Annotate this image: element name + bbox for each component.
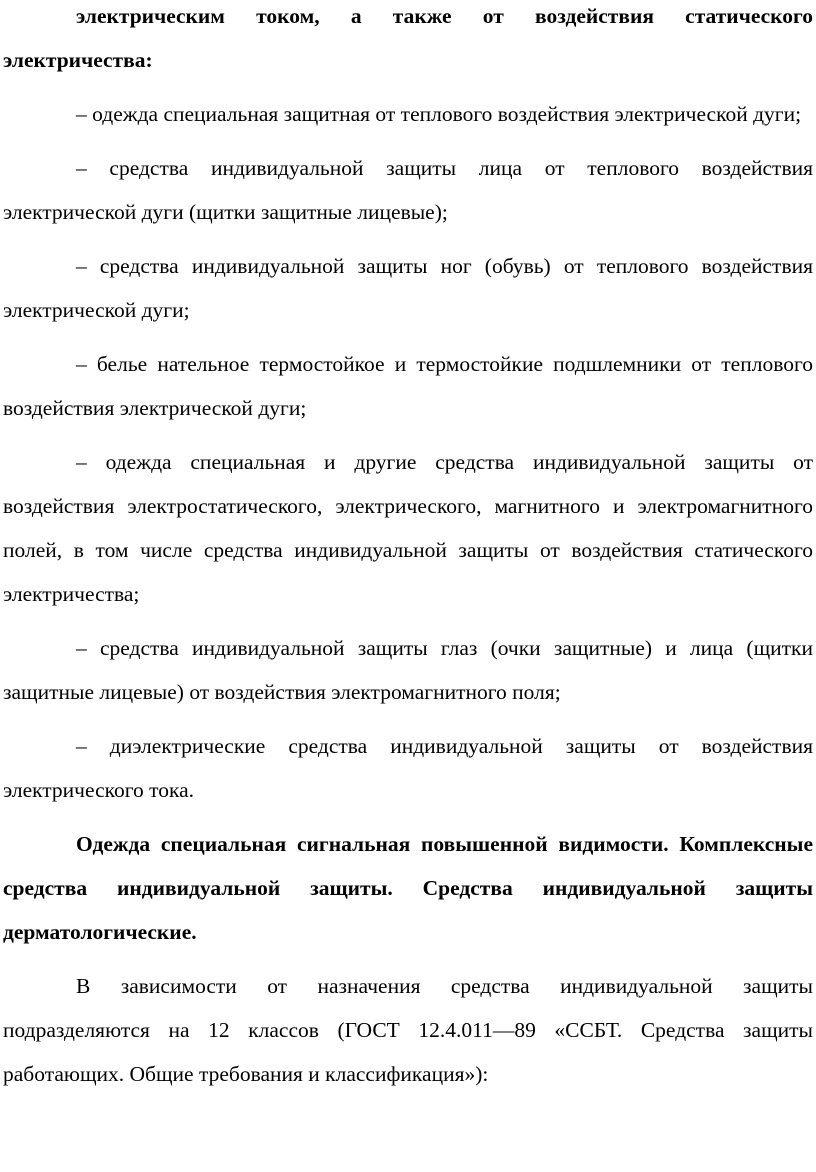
paragraph-classes-intro: В зависимости от назначения средства индивидуальной защиты подразделяются на 12 классов (ГОСТ 12.4.011—89 «ССБТ. Средства защиты работающих. Общие требования и классификация»): [3,974,813,1086]
list-item-field-protection: – одежда специальная и другие средства индивидуальной защиты от воздействия электростатического, электрического, магнитного и электромагнитного полей, в том числе средства индивидуальной защиты от воздействия статического электричества; [3,450,813,606]
list-item-face-shields: – средства индивидуальной защиты лица от теплового воздействия электрической дуги (щитки защитные лицевые); [3,156,813,224]
list-item-dielectric: – диэлектрические средства индивидуальной защиты от воздействия электрического тока. [3,734,813,802]
list-item-footwear: – средства индивидуальной защиты ног (обувь) от теплового воздействия электрической дуги; [3,254,813,322]
section-heading-signal-clothing: Одежда специальная сигнальная повышенной видимости. Комплексные средства индивидуальной защиты. Средства индивидуальной защиты дерматологические. [3,832,813,944]
list-item-eye-protection: – средства индивидуальной защиты глаз (очки защитные) и лица (щитки защитные лицевые) от воздействия электромагнитного поля; [3,636,813,704]
list-item-arc-clothing: – одежда специальная защитная от теплового воздействия электрической дуги; [76,102,802,126]
paragraph-intro-continuation: электрическим током, а также от воздействия статического электричества: [3,4,813,72]
list-item-underwear: – белье нательное термостойкое и термостойкие подшлемники от теплового воздействия электрической дуги; [3,352,813,420]
document-page [3,0,813,1096]
